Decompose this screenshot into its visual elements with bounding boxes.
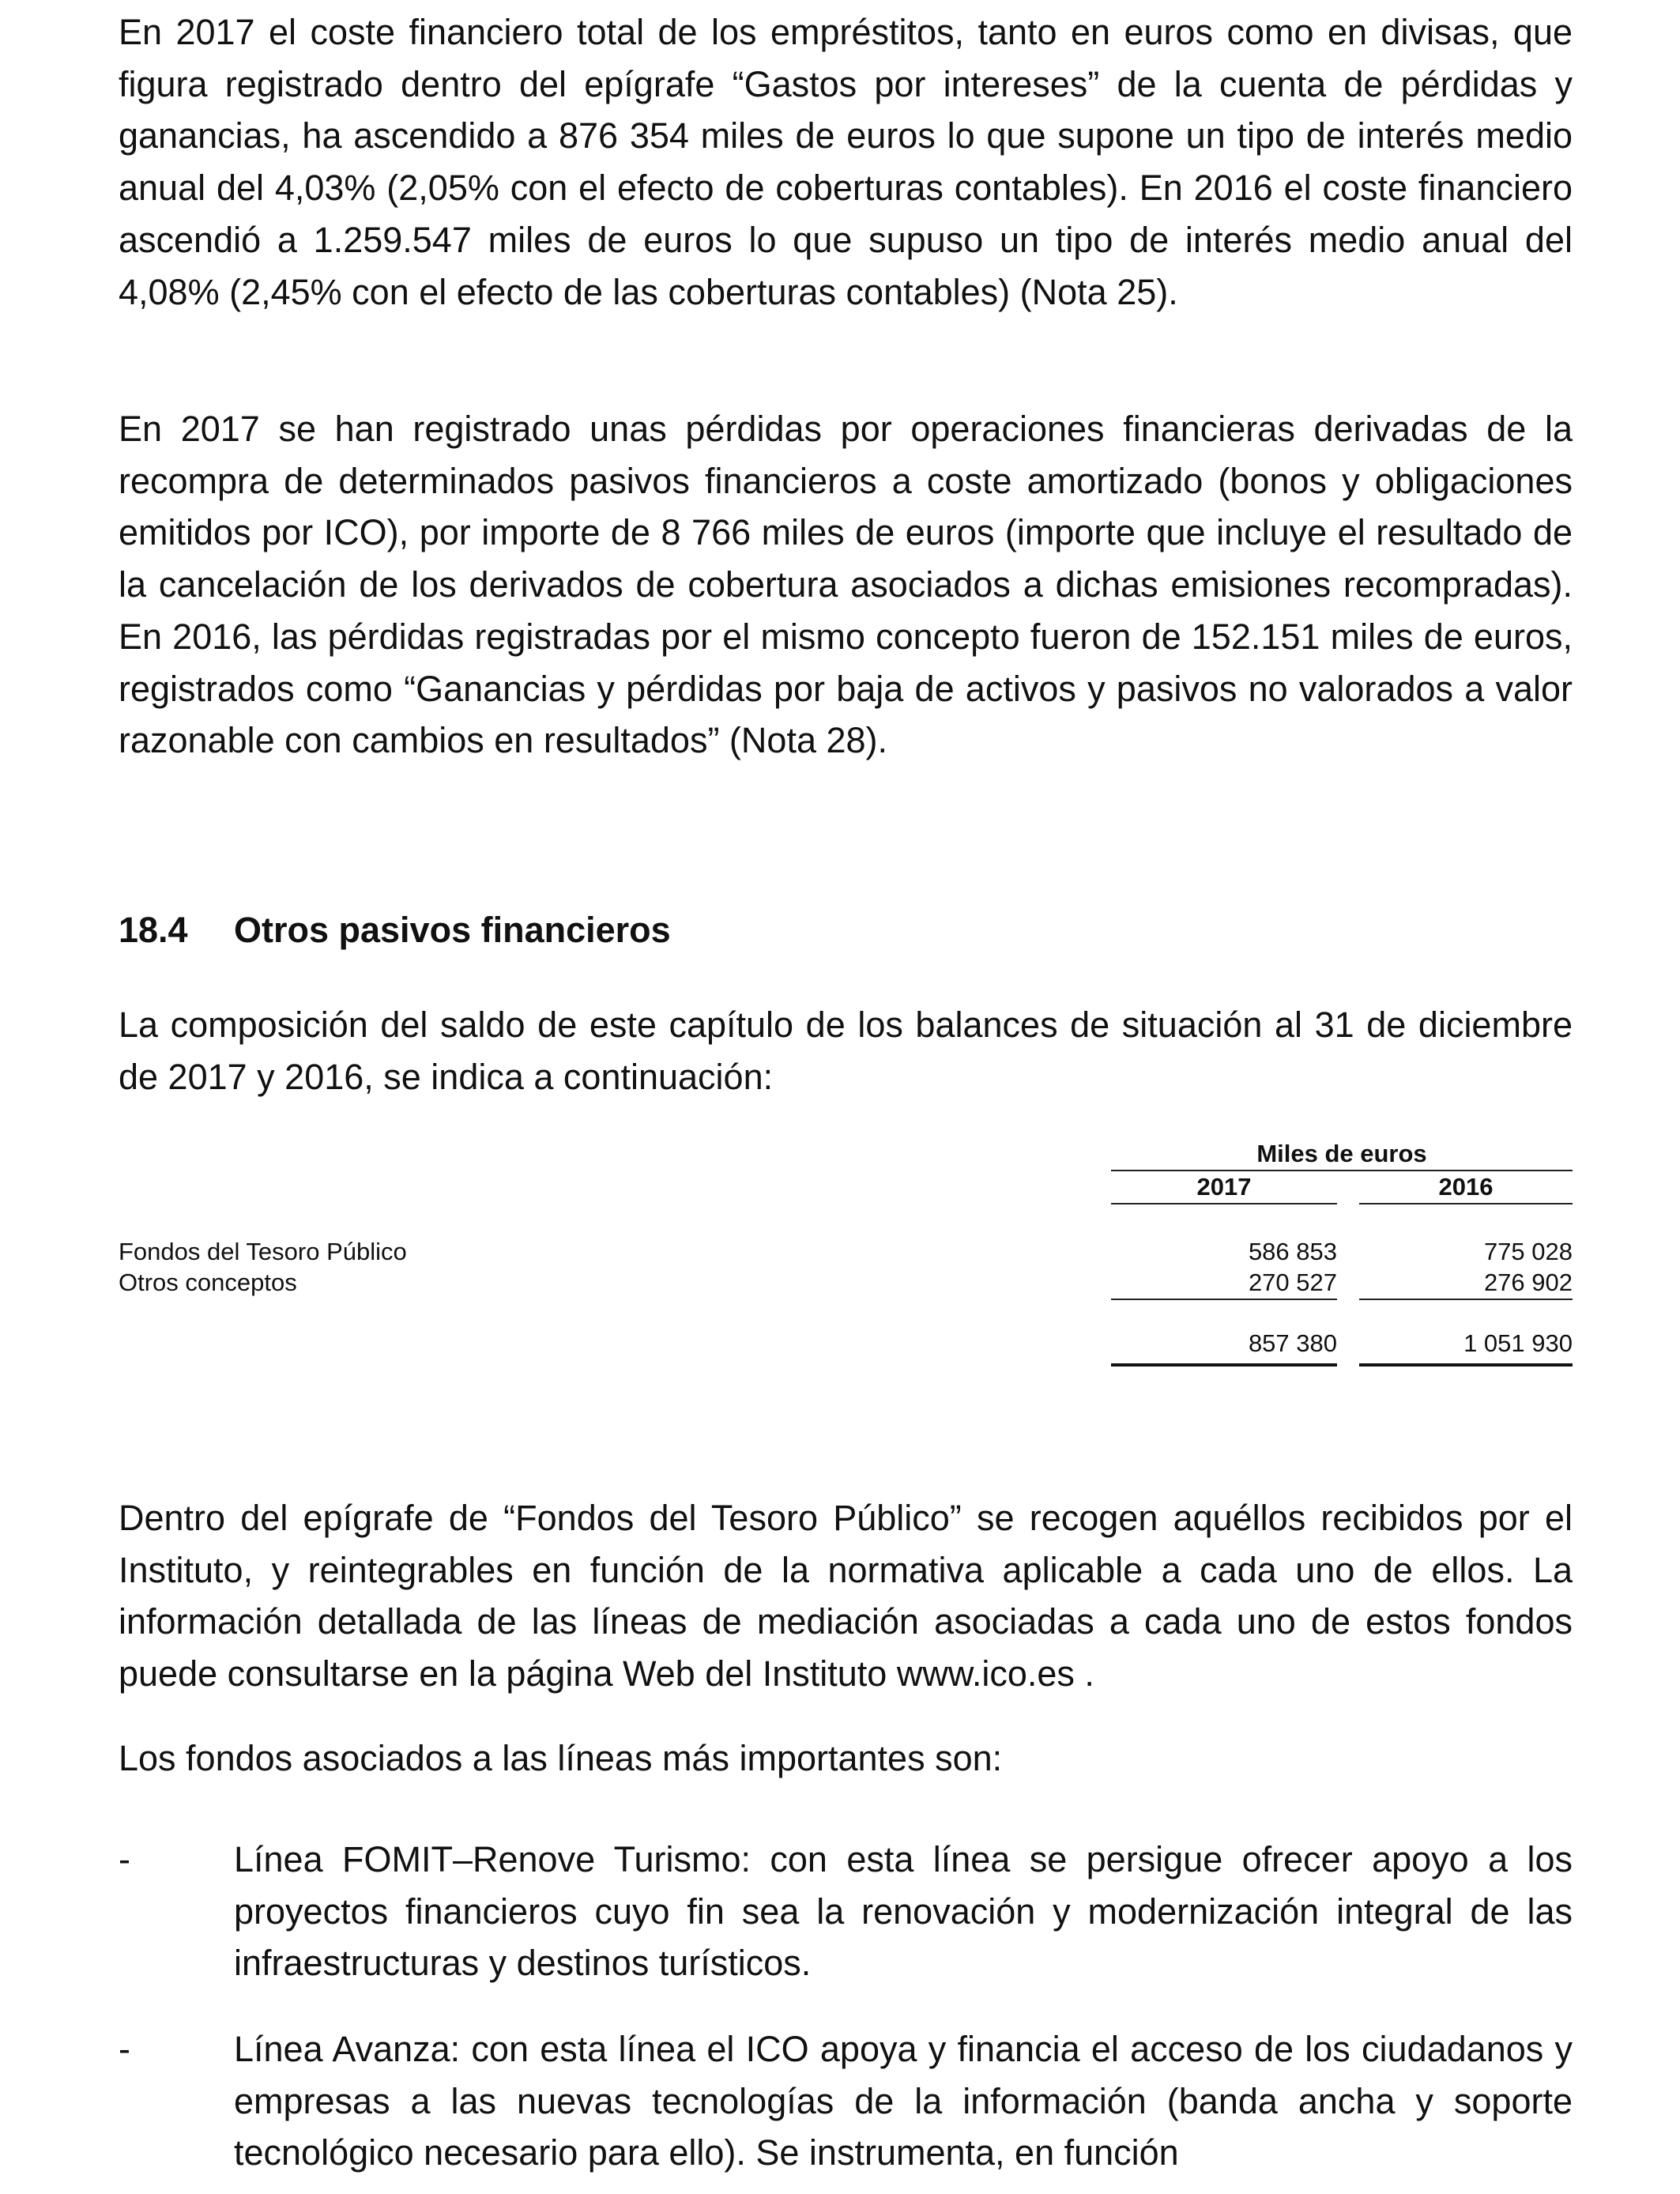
cell-total-2016: 1 051 930 — [1463, 1329, 1573, 1357]
row-label-otros-conceptos: Otros conceptos — [119, 1269, 297, 1296]
list-dash: - — [119, 2029, 130, 2069]
paragraph-coste-financiero: En 2017 el coste financiero total de los empréstitos, tanto en euros como en divisas, que figura registrado dentro del epígrafe “Gastos por intereses” de la cuenta de pérdidas y ganancias, ha ascendido a 876 354 miles de euros lo que supone un tipo de interés medio anual del 4,03% (2,05% con el efecto de coberturas contables). En 2016 el coste financiero ascendió a 1.259.547 miles de euros lo que supuso un tipo de interés medio anual del 4,08% (2,45% con el efecto de las coberturas contables) (Nota 25). — [119, 12, 1573, 312]
total-underline-2017 — [1111, 1363, 1337, 1370]
row-label-fondos-tesoro: Fondos del Tesoro Público — [119, 1238, 407, 1265]
table-group-header: Miles de euros — [1111, 1138, 1573, 1171]
paragraph-perdidas-recompra: En 2017 se han registrado unas pérdidas por operaciones financieras derivadas de la recompra de determinados pasivos financieros a coste amortizado (bonos y obligaciones emitidos por ICO), por importe de 8 766 miles de euros (importe que incluye el resultado de la cancelación de los derivados de cobertura asociados a dichas emisiones recompradas). En 2016, las pérdidas registradas por el mismo concepto fueron de 152.151 miles de euros, registrados como “Ganancias y pérdidas por baja de activos y pasivos no valorados a valor razonable con cambios en resultados” (Nota 28). — [119, 409, 1573, 761]
cell-fondos-tesoro-2016: 775 028 — [1483, 1238, 1573, 1265]
paragraph-lineas-importantes: Los fondos asociados a las líneas más importantes son: — [119, 1738, 1003, 1778]
paragraph-composicion: La composición del saldo de este capítulo de los balances de situación al 31 de diciembre de 2017 y 2016, se indica a continuación: — [119, 1005, 1573, 1097]
list-item-text: Línea FOMIT–Renove Turismo: con esta línea se persigue ofrecer apoyo a los proyectos financieros cuyo fin sea la renovación y modernización integral de las infraestructuras y destinos turísticos. — [234, 1839, 1573, 1984]
section-title: Otros pasivos financieros — [234, 910, 671, 950]
column-header-2017: 2017 — [1111, 1171, 1337, 1204]
list-dash: - — [119, 1839, 130, 1879]
otros-pasivos-table — [119, 1138, 1573, 1375]
cell-otros-conceptos-2016: 276 902 — [1359, 1267, 1573, 1300]
section-number: 18.4 — [119, 910, 188, 950]
cell-fondos-tesoro-2017: 586 853 — [1248, 1238, 1337, 1265]
paragraph-fondos-tesoro: Dentro del epígrafe de “Fondos del Tesoro Público” se recogen aquéllos recibidos por el Instituto, y reintegrables en función de la normativa aplicable a cada uno de ellos. La información detallada de las líneas de mediación asociadas a cada uno de estos fondos puede consultarse en la página Web del Instituto www.ico.es . — [119, 1498, 1573, 1695]
cell-otros-conceptos-2017: 270 527 — [1111, 1267, 1337, 1300]
list-item-text: Línea Avanza: con esta línea el ICO apoya y financia el acceso de los ciudadanos y empresas a las nuevas tecnologías de la información (banda ancha y soporte tecnológico necesario para ello). Se instrumenta, en función — [234, 2029, 1573, 2173]
total-underline-2016 — [1359, 1363, 1573, 1370]
column-header-2016: 2016 — [1359, 1171, 1573, 1204]
section-heading — [119, 907, 1573, 954]
cell-total-2017: 857 380 — [1248, 1329, 1337, 1357]
